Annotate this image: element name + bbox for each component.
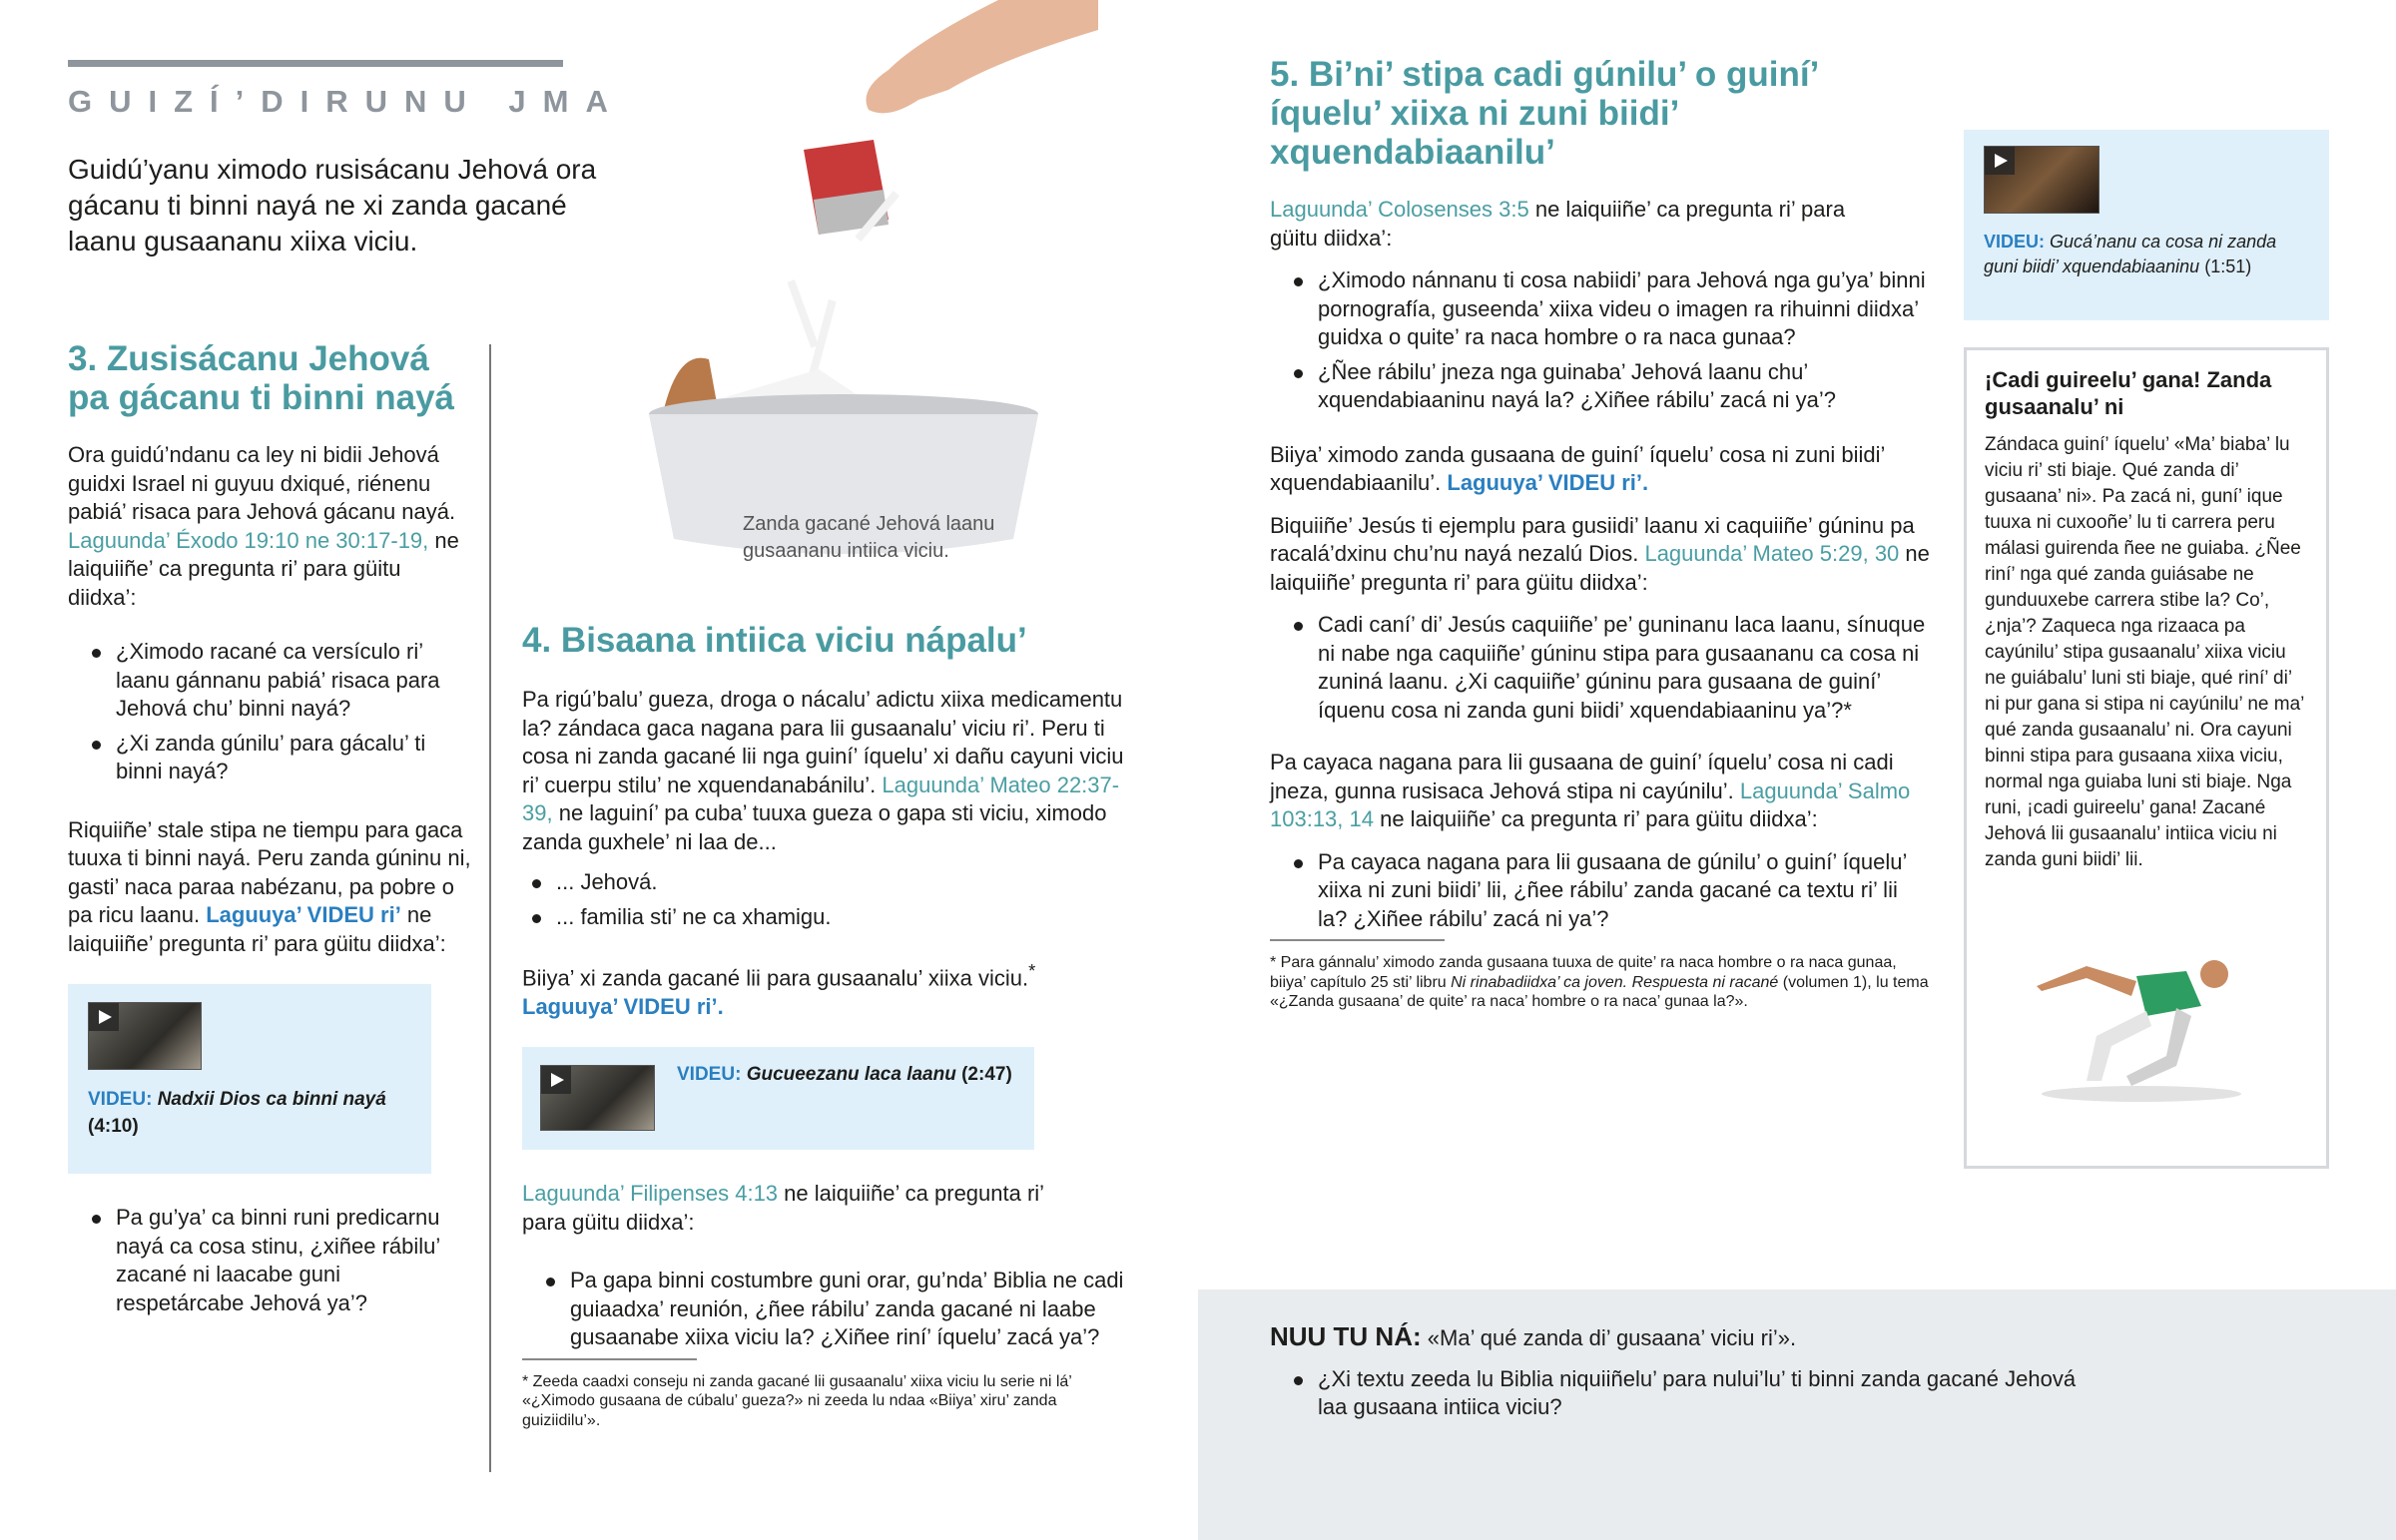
section-5-questions-2 bbox=[1318, 611, 1931, 725]
play-icon[interactable] bbox=[1985, 147, 2015, 175]
video-title: Nadxii Dios ca binni nayá bbox=[157, 1089, 386, 1110]
text: Pa rigú’balu’ gueza, droga o nácalu’ adictu xiixa medicamentu la? zándaca gaca nagana para lii gusaanalu’ viciu ri’. Peru ti cosa ni zanda gacané lii nga guiní’ íquelu’ xi dañu cayuni viciu ri’ cuerpu stilu’ ne xquendanabánilu’. bbox=[522, 687, 1124, 797]
list-item: Pa cayaca nagana para lii gusaana de gúnilu’ o guiní’ íquelu’ xiixa ni zuni biidi’ lii, ¿ñee rábilu’ zanda gacané ca textu ri’ lii la? ¿Xiñee rábilu’ zacá ni ya’? bbox=[1318, 848, 1931, 934]
footnote-rule bbox=[1270, 939, 1445, 941]
column-divider bbox=[489, 344, 491, 1472]
text: Biiya’ xi zanda gacané lii para gusaanalu’ xiixa viciu. bbox=[522, 965, 1029, 991]
book-title: Ni rinabadiidxa’ ca joven. Respuesta ni racané bbox=[1451, 973, 1779, 991]
section-5 bbox=[1270, 55, 1931, 1012]
text: ne laiquiiñe’ ca pregunta ri’ para güitu diidxa’: bbox=[522, 1181, 1044, 1235]
video-card-1[interactable] bbox=[68, 984, 431, 1174]
section-3-questions bbox=[116, 638, 472, 786]
illustration-trash-can bbox=[619, 0, 1098, 562]
section-4-questions bbox=[570, 1267, 1129, 1352]
footnote-mark: * bbox=[1028, 960, 1036, 981]
text: ne laiquiiñe’ pregunta ri’ para güitu diidxa’: bbox=[68, 902, 446, 956]
scripture-link-mateo-22[interactable]: Laguunda’ Mateo 22:37-39, bbox=[522, 771, 1120, 825]
illustration-caption: Zanda gacané Jehová laanu gusaananu intiica viciu. bbox=[743, 513, 995, 562]
section-5-questions bbox=[1318, 266, 1931, 415]
video-card-3[interactable] bbox=[1964, 130, 2329, 320]
text: ne laiquiiñe’ ca pregunta ri’ para güitu diidxa’: bbox=[68, 527, 459, 610]
video-thumbnail[interactable] bbox=[1984, 146, 2099, 214]
sidebar-body: Zándaca guiní’ íquelu’ «Ma’ biaba’ lu viciu ri’ sti biaje. Qué zanda di’ gusaana’ ni». Pa zacá ni, guní’ ique tuuxa ni cuxooñe’ lu ti carrera peru málasi guirenda ñee ne guiaba. ¿Ñee riní’ nga qué zanda guiásabe ne gunduuxebe carrera stibe la? Co’, ¿nja’? Zaqueca nga rizaaca pa cayúnilu’ stipa gusaanalu’ xiixa viciu ne guiábalu’ luni sti biaje, qué riní’ di’ ni pur gana si stipa ni cayúnilu’ ne ma’ qué zanda gusaanalu’ ni. Ora cayuni binni stipa para gusaana xiixa viciu, normal nga guiaba luni sti biaje. Nga runi, ¡cadi guireelu’ gana! Zacané Jehová lii gusaanalu’ intiica viciu ni zanda guni biidi’ lii. bbox=[1985, 434, 2304, 870]
text: ne laiquiiñe’ ca pregunta ri’ para güitu diidxa’: bbox=[1270, 197, 1846, 251]
video-duration: (2:47) bbox=[961, 1064, 1012, 1086]
section-4-list bbox=[556, 868, 1129, 931]
sidebar-title: ¡Cadi guireelu’ gana! Zanda gusaanalu’ ni bbox=[1985, 367, 2272, 419]
section-5-heading: 5. Bi’ni’ stipa cadi gúnilu’ o guiní’ íquelu’ xiixa ni zuni biidi’ xquendabiaanilu’ bbox=[1270, 55, 1818, 172]
text: (volumen 1), lu tema «¿Zanda gusaana’ de quite’ ra naca’ hombre o ra naca’ gunaa la?». bbox=[1270, 973, 1929, 1010]
text: * Para gánnalu’ ximodo zanda gusaana tuuxa de quite’ ra naca hombre o ra naca gunaa, biiya’ capítulo 25 sti’ libru bbox=[1270, 954, 1897, 991]
sidebar-box bbox=[1964, 347, 2329, 1169]
video-card-2[interactable] bbox=[522, 1047, 1034, 1150]
section-3 bbox=[68, 339, 472, 1347]
video-title: Gucá’nanu ca cosa ni zanda guni biidi’ xquendabiaaninu bbox=[1984, 232, 2277, 276]
section-5-paragraph-3 bbox=[1270, 512, 1931, 598]
video-link[interactable]: Laguuya’ VIDEU ri’. bbox=[522, 993, 724, 1019]
section-3-heading: 3. Zusisácanu Jehová pa gácanu ti binni nayá bbox=[68, 339, 455, 417]
section-3-paragraph-2 bbox=[68, 816, 472, 959]
play-icon[interactable] bbox=[541, 1066, 571, 1094]
footnote: * Zeeda caadxi conseju ni zanda gacané lii gusaanalu’ xiixa viciu lu serie ni lá’ «¿Ximodo gusaana de cúbalu’ gueza?» ni zeeda lu ndaa «Biiya’ xiru’ zanda guiziidilu’». bbox=[522, 1372, 1072, 1429]
list-item: ... Jehová. bbox=[556, 868, 1129, 897]
text: ne laiquiiñe’ pregunta ri’ para güitu diidxa’: bbox=[1270, 541, 1930, 595]
list-item: Pa gu’ya’ ca binni runi predicarnu nayá ca cosa stinu, ¿xiñee rábilu’ zacané ni laacabe guni respetárcabe Jehová ya’? bbox=[116, 1204, 472, 1317]
scripture-link-exodo[interactable]: Laguunda’ Éxodo 19:10 ne 30:17-19, bbox=[68, 527, 429, 553]
text: Biquiiñe’ Jesús ti ejemplu para gusiidi’ laanu xi caquiiñe’ gúninu pa racalá’dxinu chu’nu nayá nezalú Dios. bbox=[1270, 512, 1915, 566]
text: Ora guidú’ndanu ca ley ni bidii Jehová guidxi Israel ni guyuu dxiqué, riénenu pabiá’ risaca para Jehová gácanu nayá. bbox=[68, 442, 456, 524]
list-item: ¿Xi zanda gúnilu’ para gácalu’ ti binni nayá? bbox=[116, 730, 472, 786]
section-4 bbox=[522, 621, 1129, 1430]
video-label: VIDEU: bbox=[677, 1064, 742, 1086]
list-item: Cadi caní’ di’ Jesús caquiiñe’ pe’ guninanu laca laanu, sínuque ni nabe nga caquiiñe’ gúninu stipa para gusaananu ca cosa ni zuniná laanu. ¿Xi caquiiñe’ gúninu para gusaana de guiní’ íquenu cosa ni zanda guni biidi’ xquendabiaaninu ya’?* bbox=[1318, 611, 1931, 725]
video-thumbnail[interactable] bbox=[88, 1002, 202, 1070]
footnote-rule bbox=[522, 1358, 697, 1360]
section-5-questions-3 bbox=[1318, 848, 1931, 934]
bottom-panel bbox=[1198, 1289, 2396, 1540]
video-link[interactable]: Laguuya’ VIDEU ri’. bbox=[1447, 470, 1649, 495]
list-item: ¿Ñee rábilu’ jneza nga guinaba’ Jehová laanu chu’ xquendabiaaninu nayá la? ¿Xiñee rábilu’ zacá ni ya’? bbox=[1318, 358, 1931, 415]
section-5-paragraph-2 bbox=[1270, 441, 1931, 498]
text: Pa cayaca nagana para lii gusaana de guiní’ íquelu’ cosa ni cadi jneza, gunna rusisaca Jehová stipa ni cayúnilu’. bbox=[1270, 750, 1894, 803]
list-item: ¿Ximodo nánnanu ti cosa nabiidi’ para Jehová nga gu’ya’ binni pornografía, guseenda’ xiixa videu o imagen ra rihuinni diidxa’ guidxa o quite’ ra naca hombre o ra naca gunaa? bbox=[1318, 266, 1931, 352]
scripture-link-colosenses[interactable]: Laguunda’ Colosenses 3:5 bbox=[1270, 197, 1529, 222]
runner-illustration-icon bbox=[2027, 946, 2256, 1106]
text: ne laguiní’ pa cuba’ tuuxa gueza o gapa sti viciu, ximodo zanda guxhele’ ni laa de... bbox=[522, 800, 1107, 854]
objection-label: NUU TU NÁ: bbox=[1270, 1321, 1422, 1351]
list-item: ... familia sti’ ne ca xhamigu. bbox=[556, 903, 1129, 932]
section-label: GUIZÍ’DIRUNU JMA bbox=[68, 84, 625, 119]
section-4-paragraph-2 bbox=[522, 957, 1129, 1021]
scripture-link-salmo[interactable]: Laguunda’ Salmo 103:13, 14 bbox=[1270, 777, 1911, 831]
section-3-paragraph-1 bbox=[68, 441, 472, 612]
hand-dropping-cigarettes-icon bbox=[619, 0, 1098, 559]
scripture-link-filipenses[interactable]: Laguunda’ Filipenses 4:13 bbox=[522, 1181, 779, 1207]
section-4-heading: 4. Bisaana intiica viciu nápalu’ bbox=[522, 621, 1027, 660]
video-label: VIDEU: bbox=[1984, 232, 2046, 252]
video-link[interactable]: Laguuya’ VIDEU ri’ bbox=[206, 902, 401, 927]
bottom-questions bbox=[1318, 1365, 2096, 1422]
scripture-link-mateo-5[interactable]: Laguunda’ Mateo 5:29, 30 bbox=[1644, 541, 1900, 566]
text: Biiya’ ximodo zanda gusaana de guiní’ íquelu’ cosa ni zuni biidi’ xquendabiaanilu’. bbox=[1270, 441, 1885, 495]
section-4-paragraph-1 bbox=[522, 686, 1129, 856]
objection-quote: «Ma’ qué zanda di’ gusaana’ viciu ri’». bbox=[1427, 1325, 1797, 1350]
play-icon[interactable] bbox=[89, 1003, 119, 1031]
section-3-questions-2 bbox=[116, 1204, 472, 1317]
objection bbox=[1270, 1322, 2396, 1353]
video-duration: (4:10) bbox=[88, 1116, 139, 1137]
video-title: Gucueezanu laca laanu bbox=[746, 1064, 956, 1086]
section-5-paragraph-1 bbox=[1270, 196, 1889, 253]
text: Riquiiñe’ stale stipa ne tiempu para gaca tuuxa ti binni nayá. Peru zanda gúninu ni, gasti’ naca paraa nabézanu, pa pobre o pa ricu laanu. bbox=[68, 816, 471, 927]
video-duration: (1:51) bbox=[2204, 257, 2252, 276]
video-label: VIDEU: bbox=[88, 1089, 153, 1110]
header-rule bbox=[68, 60, 563, 67]
section-4-paragraph-3 bbox=[522, 1180, 1081, 1237]
list-item: ¿Xi textu zeeda lu Biblia niquiiñelu’ para nului’lu’ ti binni zanda gacané Jehová laa gusaana intiica viciu? bbox=[1318, 1365, 2096, 1422]
footnote bbox=[1270, 953, 1931, 1012]
text: ne laiquiiñe’ ca pregunta ri’ para güitu diidxa’: bbox=[1373, 806, 1818, 831]
video-thumbnail[interactable] bbox=[540, 1065, 655, 1131]
intro-text: Guidú’yanu ximodo rusisácanu Jehová ora gácanu ti binni nayá ne xi zanda gacané laanu gusaananu xiixa viciu. bbox=[68, 154, 597, 257]
list-item: ¿Ximodo racané ca versículo ri’ laanu gánnanu pabiá’ risaca para Jehová chu’ binni nayá? bbox=[116, 638, 472, 724]
list-item: Pa gapa binni costumbre guni orar, gu’nda’ Biblia ne cadi guiaadxa’ reunión, ¿ñee rábilu’ zanda gacané ni laabe gusaanabe xiixa viciu la? ¿Xiñee riní’ íquelu’ zacá ya’? bbox=[570, 1267, 1129, 1352]
section-5-paragraph-4 bbox=[1270, 749, 1931, 834]
